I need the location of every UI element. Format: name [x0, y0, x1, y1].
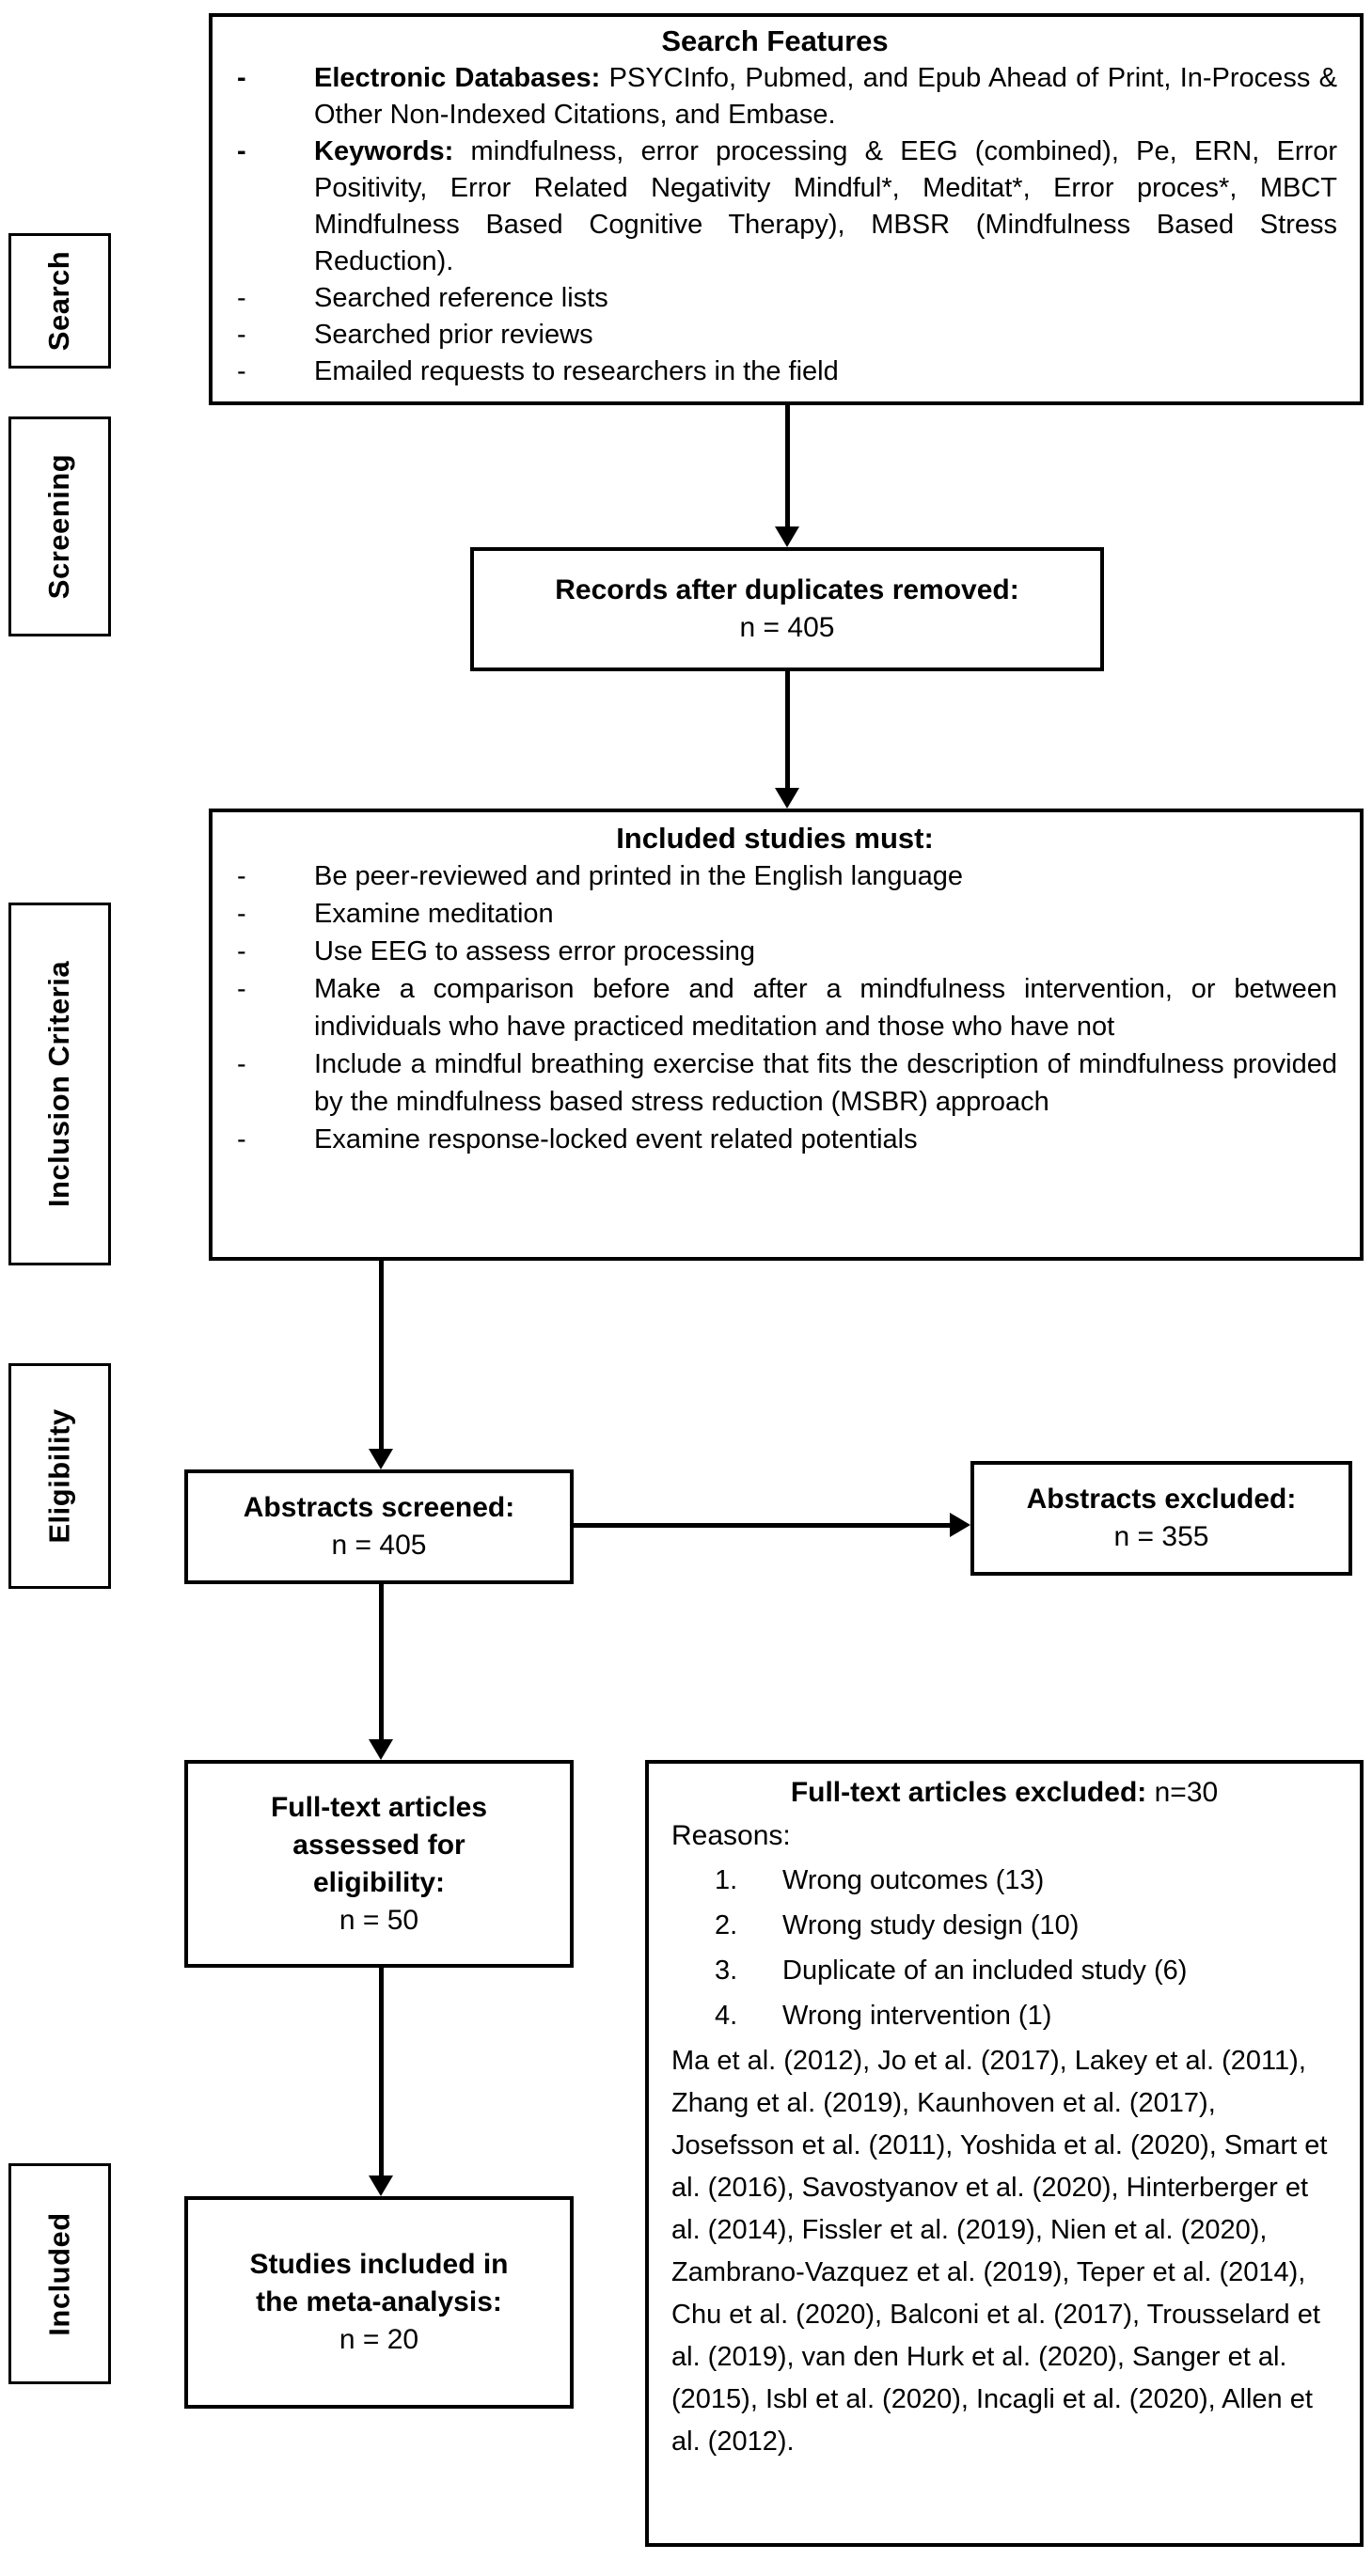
stage-label-screening-text: Screening — [42, 453, 76, 600]
abstracts-screened-count: n = 405 — [331, 1530, 427, 1561]
fulltext-excluded-title-count: n=30 — [1154, 1777, 1219, 1808]
abstracts-excluded-box — [970, 1461, 1352, 1576]
stage-label-included — [8, 2163, 111, 2384]
bullet-dash: - — [237, 283, 246, 313]
abstracts-excluded-count: n = 355 — [1113, 1521, 1209, 1552]
reason-item — [671, 1858, 1337, 1903]
criteria-item — [213, 857, 1337, 895]
inclusion-criteria-title: Included studies must: — [616, 822, 934, 855]
criteria-item — [213, 1045, 1337, 1121]
inclusion-criteria-box — [209, 809, 1364, 1261]
reason-item — [671, 1948, 1337, 1993]
reasons-label: Reasons: — [671, 1820, 791, 1851]
records-title: Records after duplicates removed: — [555, 574, 1019, 605]
item-text: Include a mindful breathing exercise that fits the description of mindfulness provided by the mindfulness based stress reduction (MSBR) approach — [314, 1049, 1337, 1117]
bullet-dash: - — [237, 899, 246, 929]
studies-included-box — [184, 2196, 574, 2409]
search-feature-item — [213, 60, 1337, 134]
studies-included-count: n = 20 — [339, 2324, 419, 2355]
stage-label-inclusion-criteria — [8, 903, 111, 1265]
item-text: mindfulness, error processing & EEG (combined), Pe, ERN, Error Positivity, Error Related Negativity Mindful*, Meditat*, Error proces*, MBCT Mindfulness Based Cognitive Therapy), MBSR (Mindfulness Based Stress Reduction). — [314, 136, 1337, 276]
reason-number: 1. — [715, 1865, 738, 1895]
search-feature-item — [213, 280, 1337, 317]
criteria-item — [213, 895, 1337, 933]
fulltext-excluded-title — [671, 1771, 1337, 1814]
search-feature-item — [213, 317, 1337, 353]
item-text: Be peer-reviewed and printed in the English language — [314, 861, 964, 891]
reason-text: Wrong outcomes (13) — [782, 1865, 1045, 1895]
reason-text: Wrong study design (10) — [782, 1910, 1080, 1940]
item-text: Make a comparison before and after a mindfulness intervention, or between individuals who have practiced meditation and those who have not — [314, 974, 1337, 1042]
fulltext-assessed-count: n = 50 — [339, 1904, 419, 1936]
search-features-title: Search Features — [661, 24, 889, 57]
reason-item — [671, 1903, 1337, 1948]
bullet-dash: - — [237, 974, 246, 1004]
bullet-dash: - — [237, 861, 246, 891]
records-count: n = 405 — [739, 612, 835, 643]
fulltext-excluded-title-bold: Full-text articles excluded: — [790, 1777, 1147, 1808]
search-features-list — [213, 60, 1337, 390]
fulltext-assessed-title: Full-text articles assessed for eligibility: — [270, 1791, 488, 1898]
item-text: Examine meditation — [314, 899, 554, 929]
item-lead-text: Electronic Databases: — [314, 63, 601, 93]
search-feature-item — [213, 353, 1337, 390]
bullet-dash: - — [237, 63, 246, 93]
criteria-item — [213, 970, 1337, 1045]
search-feature-item — [213, 134, 1337, 280]
excluded-citations: Ma et al. (2012), Jo et al. (2017), Lakey et al. (2011), Zhang et al. (2019), Kaunhoven et al. (2017), Josefsson et al. (2011), Yoshida et al. (2020), Smart et al. (2016), Savostyanov et al. (2020), Hinterberger et al. (2014), Fissler et al. (2019), Nien et al. (2020), Zambrano-Vazquez et al. (2019), Teper et al. (2014), Chu et al. (2020), Balconi et al. (2017), Trousselard et al. (2019), van den Hurk et al. (2020), Sanger et al. (2015), Isbl et al. (2020), Incagli et al. (2020), Allen et al. (2012). — [671, 2046, 1328, 2457]
item-text: Examine response-locked event related potentials — [314, 1124, 918, 1154]
stage-label-inclusion-criteria-text: Inclusion Criteria — [42, 960, 76, 1208]
criteria-item — [213, 933, 1337, 970]
fulltext-assessed-box — [184, 1760, 574, 1968]
item-text: Use EEG to assess error processing — [314, 936, 756, 966]
records-after-duplicates-box — [470, 547, 1104, 671]
inclusion-criteria-list — [213, 857, 1337, 1158]
item-text: Searched prior reviews — [314, 320, 593, 350]
reason-text: Wrong intervention (1) — [782, 2001, 1052, 2031]
stage-label-eligibility — [8, 1363, 111, 1589]
stage-label-screening — [8, 416, 111, 636]
search-features-box — [209, 13, 1364, 405]
reason-text: Duplicate of an included study (6) — [782, 1956, 1188, 1986]
bullet-dash: - — [237, 1049, 246, 1079]
reason-item — [671, 1993, 1337, 2038]
bullet-dash: - — [237, 936, 246, 966]
bullet-dash: - — [237, 1124, 246, 1154]
fulltext-excluded-box — [645, 1760, 1364, 2547]
stage-label-eligibility-text: Eligibility — [42, 1408, 76, 1544]
reason-number: 4. — [715, 2001, 738, 2031]
item-text: Searched reference lists — [314, 283, 608, 313]
item-text: Emailed requests to researchers in the field — [314, 356, 839, 386]
bullet-dash: - — [237, 136, 246, 166]
item-text: PSYCInfo, Pubmed, and Epub Ahead of Print, In-Process & Other Non-Indexed Citations, and Embase. — [314, 63, 1337, 130]
abstracts-screened-box — [184, 1469, 574, 1584]
reason-number: 3. — [715, 1956, 738, 1986]
stage-label-search-text: Search — [42, 250, 76, 352]
item-lead-text: Keywords: — [314, 136, 454, 166]
stage-label-search — [8, 233, 111, 369]
abstracts-excluded-title: Abstracts excluded: — [1026, 1484, 1297, 1515]
stage-label-included-text: Included — [42, 2211, 76, 2336]
studies-included-title: Studies included in the meta-analysis: — [249, 2249, 509, 2317]
reason-number: 2. — [715, 1910, 738, 1940]
criteria-item — [213, 1121, 1337, 1158]
bullet-dash: - — [237, 356, 246, 386]
bullet-dash: - — [237, 320, 246, 350]
abstracts-screened-title: Abstracts screened: — [243, 1492, 515, 1523]
